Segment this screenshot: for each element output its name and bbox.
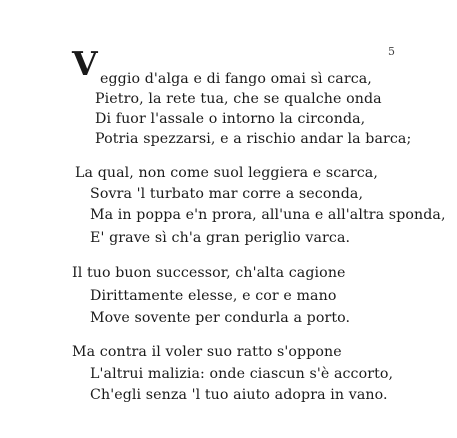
stanza-4-line-1: Ma contra il voler suo ratto s'oppone — [72, 344, 342, 360]
stanza-3-line-1: Il tuo buon successor, ch'alta cagione — [72, 265, 346, 281]
stanza-2-line-3: Ma in poppa e'n prora, all'una e all'altra sponda, — [90, 207, 446, 223]
stanza-2-line-4: E' grave sì ch'a gran periglio varca. — [90, 230, 351, 246]
stanza-1-line-3: Di fuor l'assale o intorno la circonda, — [95, 111, 366, 127]
stanza-4-line-3: Ch'egli senza 'l tuo aiuto adopra in vano. — [90, 387, 388, 403]
stanza-4-line-2: L'altrui malizia: onde ciascun s'è accorto, — [90, 366, 394, 382]
drop-cap: V — [72, 44, 98, 83]
stanza-1-line-4: Potria spezzarsi, e a rischio andar la barca; — [95, 131, 412, 147]
stanza-2-line-1: La qual, non come suol leggiera e scarca, — [75, 165, 378, 181]
stanza-3-line-3: Move sovente per condurla a porto. — [90, 310, 351, 326]
stanza-3-line-2: Dirittamente elesse, e cor e mano — [90, 288, 337, 304]
stanza-1-line-2: Pietro, la rete tua, che se qualche onda — [95, 91, 382, 107]
stanza-2-line-2: Sovra 'l turbato mar corre a seconda, — [90, 186, 364, 202]
stanza-1-line-1: eggio d'alga e di fango omai sì carca, — [100, 71, 372, 87]
page-mark: 5 — [388, 45, 395, 58]
